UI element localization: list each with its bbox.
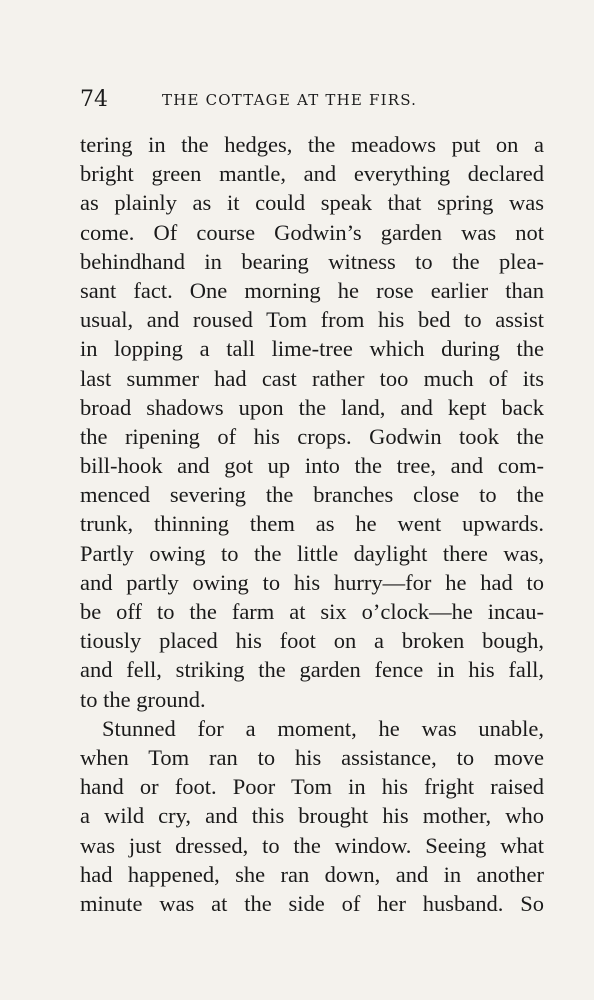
page-number: 74 bbox=[80, 87, 108, 112]
running-head bbox=[80, 86, 540, 114]
text-line: sant fact. One morning he rose earlier than bbox=[80, 277, 544, 303]
text-line: and partly owing to his hurry—for he had to bbox=[80, 569, 544, 595]
paragraph-end-line: to the ground. bbox=[80, 686, 206, 712]
text-line: bill-hook and got up into the tree, and com- bbox=[80, 453, 544, 479]
text-line: as plainly as it could speak that spring was bbox=[80, 190, 544, 216]
body-text bbox=[80, 130, 544, 918]
text-line: had happened, she ran down, and in another bbox=[80, 861, 544, 887]
text-line: behindhand in bearing witness to the plea- bbox=[80, 248, 544, 274]
text-line: and fell, striking the garden fence in his fall, bbox=[80, 657, 544, 683]
text-line: come. Of course Godwin’s garden was not bbox=[80, 219, 544, 245]
paragraph-start-line: Stunned for a moment, he was unable, bbox=[102, 715, 544, 741]
text-line: last summer had cast rather too much of its bbox=[80, 365, 544, 391]
text-line: trunk, thinning them as he went upwards. bbox=[80, 511, 544, 537]
text-line: a wild cry, and this brought his mother, who bbox=[80, 803, 544, 829]
running-title: THE COTTAGE AT THE FIRS. bbox=[162, 91, 418, 109]
text-line: in lopping a tall lime-tree which during the bbox=[80, 336, 544, 362]
text-line: the ripening of his crops. Godwin took the bbox=[80, 423, 544, 449]
text-line: tering in the hedges, the meadows put on a bbox=[80, 132, 544, 157]
text-line: hand or foot. Poor Tom in his fright raised bbox=[80, 774, 544, 800]
text-line: usual, and roused Tom from his bed to assist bbox=[80, 307, 544, 333]
text-line: broad shadows upon the land, and kept back bbox=[80, 394, 544, 420]
text-line: bright green mantle, and everything declared bbox=[80, 161, 544, 187]
text-line: minute was at the side of her husband. So bbox=[80, 890, 544, 916]
text-line: be off to the farm at six o’clock—he incau- bbox=[80, 599, 544, 624]
text-line: Partly owing to the little daylight there was, bbox=[80, 540, 544, 566]
text-line: when Tom ran to his assistance, to move bbox=[80, 744, 544, 770]
text-line: was just dressed, to the window. Seeing what bbox=[80, 832, 544, 858]
text-line: tiously placed his foot on a broken bough, bbox=[80, 628, 544, 654]
text-line: menced severing the branches close to the bbox=[80, 482, 544, 508]
